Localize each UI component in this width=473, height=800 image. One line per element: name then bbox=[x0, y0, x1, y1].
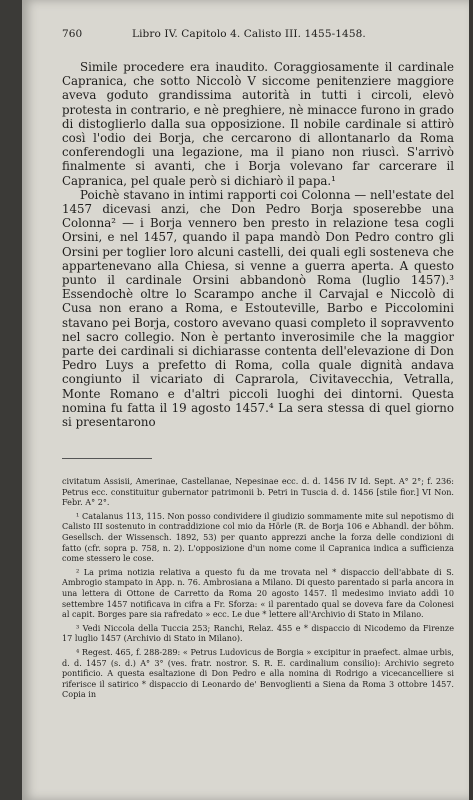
footnote-rule bbox=[62, 458, 152, 459]
footnote: ³ Vedi Niccola della Tuccia 253; Ranchi, Relaz. 455 e * dispaccio di Nicodemo da Firenze 17 luglio 1457 (Archivio di Stato in Milano). bbox=[62, 622, 454, 644]
footnote: ² La prima notizia relativa a questo fu da me trovata nel * dispaccio dell'abbate di S. Ambrogio stampato in App. n. 76. Ambrosiana a Milano. Di questo parentado si parla ancora in una lettera di Ottone de Carretto da Roma 20 agosto 1457. Il medesimo inviato addì 10 settembre 1457 notificava in cifra a Fr. Sforza: « il parentado qual se doveva fare da Colonesi al capit. Borges pare sia rafredato » ecc. Le due * lettere all'Archivio di Stato in Milano. bbox=[62, 566, 454, 620]
footnotes bbox=[62, 476, 454, 703]
footnote-continuation: civitatum Assisii, Amerinae, Castellanae, Nepesinae ecc. d. d. 1456 IV Id. Sept. A° 2°; f. 236: Petrus ecc. constituitur gubernator patrimonii b. Petri in Tuscia d. d. 1456 [stile fior.] VI Non. Febr. A° 2°. bbox=[62, 476, 454, 508]
paragraph: Poichè stavano in intimi rapporti coi Colonna — nell'estate del 1457 dicevasi anzi, che Don Pedro Borja sposerebbe una Colonna² — i Borja vennero ben presto in relazione tesa cogli Orsini, e nel 1457, quando il papa mandò Don Pedro contro gli Orsini per toglier loro alcuni castelli, dei quali egli sosteneva che appartenevano alla Chiesa, si venne a guerra aperta. A questo punto il cardinale Orsini abbandonò Roma (luglio 1457).³ Essendochè oltre lo Scarampo anche il Carvajal e Niccolò di Cusa non erano a Roma, e Estouteville, Barbo e Piccolomini stavano pei Borja, costoro avevano quasi completo il sopravvento nel sacro collegio. Non è pertanto inverosimile che la maggior parte dei cardinali si dichiarasse contenta dell'elevazione di Don Pedro Luys a prefetto di Roma, colla quale dignità andava congiunto il vicariato di Caprarola, Civitavecchia, Vetralla, Monte Romano e d'altri piccoli luoghi dei dintorni. Questa nomina fu fatta il 19 agosto 1457.⁴ La sera stessa di quel giorno si presentarono bbox=[62, 187, 454, 430]
paragraph: Simile procedere era inaudito. Coraggiosamente il cardinale Capranica, che sotto Niccolò V siccome penitenziere maggiore aveva goduto grandissima autorità in tutti i circoli, elevò protesta in contrario, e nè preghiere, nè minacce furono in grado di distoglierlo dalla sua opposizione. Il nobile cardinale si attirò così l'odio dei Borja, che cercarono di allontanarlo da Roma conferendogli una legazione, ma il piano non riuscì. S'arrivò finalmente si avanti, che i Borja volevano far carcerare il Capranica, pel quale però si dichiarò il papa.¹ bbox=[62, 60, 454, 188]
page-number: 760 bbox=[62, 28, 83, 40]
main-text bbox=[62, 60, 454, 429]
book-page bbox=[22, 0, 469, 800]
footnote: ⁴ Regest. 465, f. 288-289: « Petrus Ludovicus de Borgia » excipitur in praefect. almae urbis, d. d. 1457 (s. d.) A° 3° (ves. fratr. nostror. S. R. E. cardinalium consilio): Archivio segreto pontificio. A questa esaltazione di Don Pedro e alla nomina di Rodrigo a vicecancelliere si riferisce il satirico * dispaccio di Leonardo de' Benvoglienti a Siena da Roma 3 ottobre 1457. Copia in bbox=[62, 646, 454, 700]
running-head: Libro IV. Capitolo 4. Calisto III. 1455-1458. bbox=[132, 28, 366, 40]
footnote: ¹ Catalanus 113, 115. Non posso condividere il giudizio sommamente mite sul nepotismo di Calisto III sostenuto in contraddizione col mio da Hörle (R. de Borja 106 e Abhandl. der böhm. Gesellsch. der Wissensch. 1892, 53) per quanto apprezzi anche la forza delle condizioni di fatto (cfr. sopra p. 758, n. 2). L'opposizione d'un nome come il Capranica indica a sufficienza come stessero le cose. bbox=[62, 510, 454, 564]
